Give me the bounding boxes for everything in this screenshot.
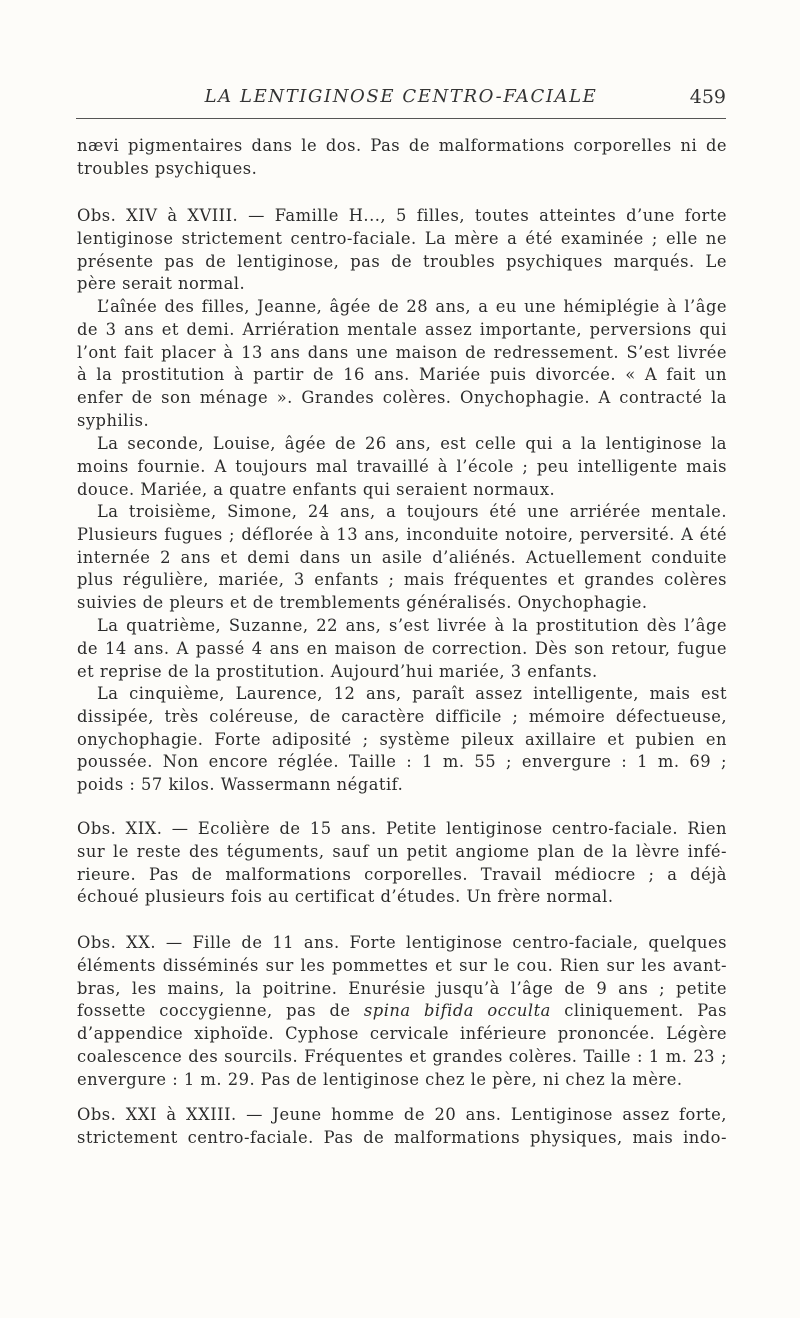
text-line: onychophagie. Forte adiposité ; système pileux axillaire et pubien en: [77, 729, 727, 749]
paragraph-obs-xiv-xviii: [77, 205, 727, 296]
paragraph-louise: [77, 433, 727, 501]
text-line: Plusieurs fugues ; déflorée à 13 ans, inconduite notoire, perversité. A été: [77, 524, 727, 544]
running-title: LA LENTIGINOSE CENTRO-FACIALE: [204, 86, 598, 107]
text-line: troubles psychiques.: [77, 158, 258, 178]
text-run: cliniquement. Pas: [550, 1001, 727, 1021]
text-line: La quatrième, Suzanne, 22 ans, s’est livrée à la prostitution dès l’âge: [97, 616, 727, 635]
text-line: nævi pigmentaires dans le dos. Pas de malformations corporelles ni de: [77, 136, 727, 155]
text-line-mixed: [77, 1000, 727, 1023]
text-line: d’appendice xiphoïde. Cyphose cervicale inférieure prononcée. Légère: [77, 1024, 727, 1044]
text-line: envergure : 1 m. 29. Pas de lentiginose chez le père, ni chez la mère.: [77, 1069, 683, 1089]
text-line: présente pas de lentiginose, pas de troubles psychiques marqués. Le: [77, 251, 727, 271]
paragraph-obs-xx: [77, 932, 727, 1092]
text-line: La troisième, Simone, 24 ans, a toujours été une arriérée mentale.: [97, 502, 727, 521]
paragraph-jeanne: [77, 296, 727, 433]
paragraph-suzanne: [77, 615, 727, 683]
text-line: coalescence des sourcils. Fréquentes et grandes colères. Taille : 1 m. 23 ;: [77, 1046, 727, 1066]
text-line: poids : 57 kilos. Wassermann négatif.: [77, 775, 404, 795]
header-rule: [76, 118, 726, 119]
paragraph-continuation: [77, 135, 727, 181]
text-line: plus régulière, mariée, 3 enfants ; mais fréquentes et grandes colères: [77, 570, 727, 590]
text-line: strictement centro-faciale. Pas de malformations physiques, mais indo-: [77, 1127, 727, 1147]
text-line: de 3 ans et demi. Arriération mentale assez importante, perversions qui: [77, 319, 727, 339]
text-line: échoué plusieurs fois au certificat d’études. Un frère normal.: [77, 887, 614, 907]
paragraph-obs-xix: [77, 818, 727, 909]
paragraph-simone: [77, 501, 727, 615]
paragraph-laurence: [77, 683, 727, 797]
text-line: poussée. Non encore réglée. Taille : 1 m. 55 ; envergure : 1 m. 69 ;: [77, 752, 727, 772]
text-line: Obs. XIX. — Ecolière de 15 ans. Petite lentiginose centro-faciale. Rien: [77, 819, 727, 838]
page-number: 459: [689, 86, 726, 108]
text-line: internée 2 ans et demi dans un asile d’aliénés. Actuellement conduite: [77, 547, 727, 567]
text-line: à la prostitution à partir de 16 ans. Mariée puis divorcée. « A fait un: [77, 365, 727, 385]
text-line: sur le reste des téguments, sauf un petit angiome plan de la lèvre infé-: [77, 841, 727, 861]
text-line: moins fournie. A toujours mal travaillé à l’école ; peu intelligente mais: [77, 456, 727, 476]
paragraph-obs-xxi-xxiii: [77, 1104, 727, 1150]
text-line: éléments disséminés sur les pommettes et sur le cou. Rien sur les avant-: [77, 955, 727, 975]
text-line: Obs. XX. — Fille de 11 ans. Forte lentiginose centro-faciale, quelques: [77, 933, 727, 952]
running-head: [76, 86, 726, 114]
text-line: Obs. XXI à XXIII. — Jeune homme de 20 ans. Lentiginose assez forte,: [77, 1105, 727, 1124]
text-line: rieure. Pas de malformations corporelles. Travail médiocre ; a déjà: [77, 864, 727, 884]
text-line: bras, les mains, la poitrine. Enurésie jusqu’à l’âge de 9 ans ; petite: [77, 978, 727, 998]
text-line: L’aînée des filles, Jeanne, âgée de 28 ans, a eu une hémiplégie à l’âge: [97, 297, 727, 316]
text-line: dissipée, très coléreuse, de caractère difficile ; mémoire défectueuse,: [77, 706, 727, 726]
text-line: père serait normal.: [77, 274, 246, 294]
text-line: lentiginose strictement centro-faciale. La mère a été examinée ; elle ne: [77, 228, 727, 248]
text-line: suivies de pleurs et de tremblements généralisés. Onychophagie.: [77, 593, 648, 613]
italic-term: spina bifida occulta: [363, 1001, 551, 1021]
text-line: douce. Mariée, a quatre enfants qui seraient normaux.: [77, 479, 556, 499]
text-line: La cinquième, Laurence, 12 ans, paraît assez intelligente, mais est: [97, 684, 727, 703]
text-line: Obs. XIV à XVIII. — Famille H..., 5 filles, toutes atteintes d’une forte: [77, 206, 727, 225]
text-line: l’ont fait placer à 13 ans dans une maison de redressement. S’est livrée: [77, 342, 727, 362]
text-line: et reprise de la prostitution. Aujourd’hui mariée, 3 enfants.: [77, 661, 598, 681]
text-run: fossette coccygienne, pas de: [77, 1001, 364, 1021]
text-line: de 14 ans. A passé 4 ans en maison de correction. Dès son retour, fugue: [77, 638, 727, 658]
text-line: syphilis.: [77, 410, 150, 430]
text-line: enfer de son ménage ». Grandes colères. Onychophagie. A contracté la: [77, 388, 727, 408]
text-line: La seconde, Louise, âgée de 26 ans, est celle qui a la lentiginose la: [97, 434, 727, 453]
